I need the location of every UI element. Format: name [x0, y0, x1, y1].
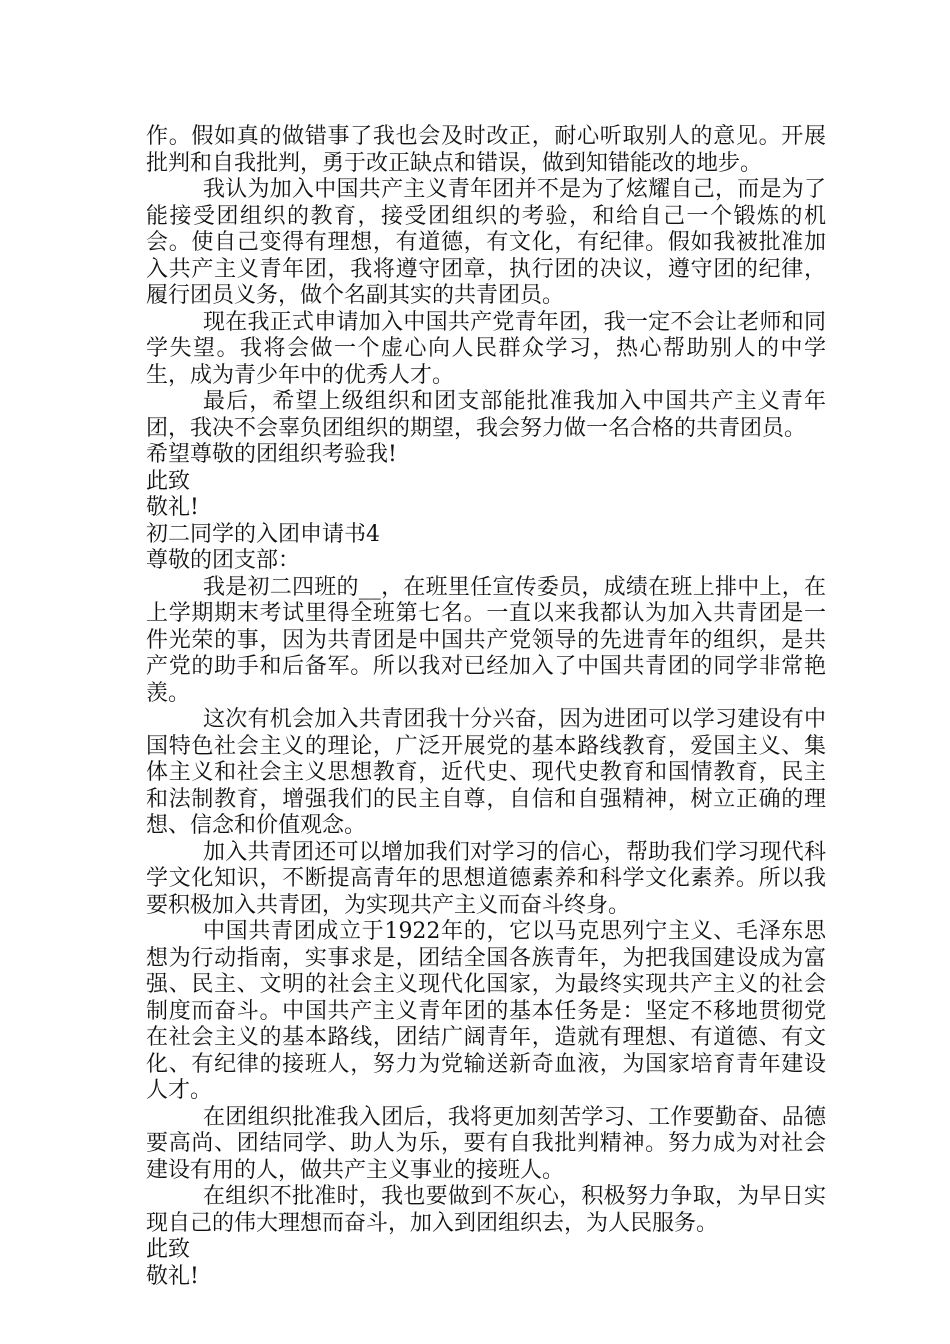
salutation-jingli-2: 敬礼!: [146, 1263, 199, 1289]
paragraph-learning: 加入共青团还可以增加我们对学习的信心，帮助我们学习现代科学文化知识，不断提高青年的思想道德素养和科学文化素养。所以我要积极加入共青团，为实现共产主义而奋斗终身。: [146, 839, 826, 918]
paragraph-persistence: 在组织不批准时，我也要做到不灰心，积极努力争取，为早日实现自己的伟大理想而奋斗，加入到团组织去，为人民服务。: [146, 1184, 826, 1236]
salutation-jingli: 敬礼!: [146, 495, 199, 520]
paragraph-formal-application: 现在我正式申请加入中国共产党青年团，我一定不会让老师和同学失望。我将会做一个虚心向人民群众学习，热心帮助别人的中学生，成为青少年中的优秀人才。: [146, 309, 826, 388]
section-title: 初二同学的入团申请书4: [146, 521, 380, 547]
salutation-cizhi: 此致: [146, 468, 191, 494]
paragraph-continuation: 作。假如真的做错事了我也会及时改正，耐心听取别人的意见。开展批判和自我批判，勇于改正缺点和错误，做到知错能改的地步。: [146, 124, 826, 176]
paragraph-commitment: 在团组织批准我入团后，我将更加刻苦学习、工作要勤奋、品德要高尚、团结同学、助人为乐，要有自我批判精神。努力成为对社会建设有用的人，做共产主义事业的接班人。: [146, 1104, 826, 1183]
greeting: 尊敬的团支部：: [146, 548, 301, 573]
paragraph-opportunity: 这次有机会加入共青团我十分兴奋，因为进团可以学习建设有中国特色社会主义的理论，广泛开展党的基本路线教育，爱国主义、集体主义和社会主义思想教育，近代史、现代史教育和国情教育，民主和法制教育，增强我们的民主自尊，自信和自强精神，树立正确的理想、信念和价值观念。: [146, 707, 826, 838]
paragraph-history: 中国共青团成立于1922年的，它以马克思列宁主义、毛泽东思想为行动指南，实事求是，团结全国各族青年，为把我国建设成为富强、民主、文明的社会主义现代化国家，为最终实现共产主义的社会制度而奋斗。中国共产主义青年团的基本任务是：坚定不移地贯彻党在社会主义的基本路线，团结广阔青年，造就有理想、有道德、有文化、有纪律的接班人，努力为党输送新奇血液，为国家培育青年建设人才。: [146, 919, 826, 1103]
paragraph-purpose: 我认为加入中国共产主义青年团并不是为了炫耀自己，而是为了能接受团组织的教育，接受团组织的考验，和给自己一个锻炼的机会。使自己变得有理想，有道德，有文化，有纪律。假如我被批准加入共产主义青年团，我将遵守团章，执行团的决议，遵守团的纪律，履行团员义务，做个名副其实的共青团员。: [146, 177, 826, 308]
salutation-cizhi-2: 此致: [146, 1237, 191, 1262]
paragraph-closing-hope: 最后，希望上级组织和团支部能批准我加入中国共产主义青年团，我决不会辜负团组织的期望，我会努力做一名合格的共青团员。: [146, 389, 826, 441]
line-test-me: 希望尊敬的团组织考验我!: [146, 442, 397, 467]
document-body: [146, 124, 826, 1290]
paragraph-introduction: 我是初二四班的__，在班里任宣传委员，成绩在班上排中上，在上学期期末考试里得全班第七名。一直以来我都认为加入共青团是一件光荣的事，因为共青团是中国共产党领导的先进青年的组织，是共产党的助手和后备军。所以我对已经加入了中国共青团的同学非常艳羡。: [146, 574, 826, 706]
